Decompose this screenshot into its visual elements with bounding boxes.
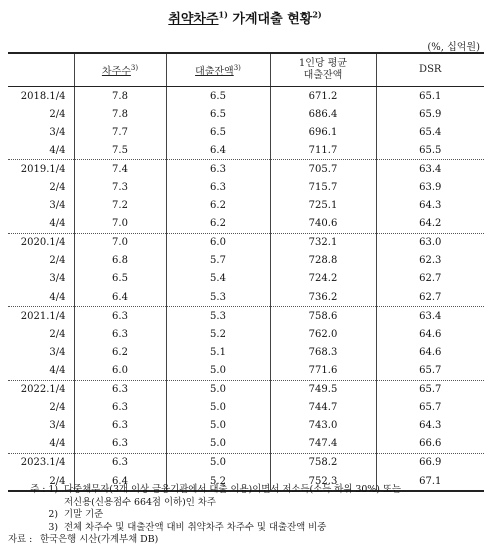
header-avg-loan-line1: 1인당 평균 bbox=[298, 58, 348, 69]
cell-borrowers: 6.3 bbox=[74, 435, 166, 454]
cell-borrowers: 6.3 bbox=[74, 380, 166, 399]
table-row bbox=[8, 399, 484, 417]
note-3-label: 3) bbox=[48, 521, 58, 533]
cell-loans: 5.1 bbox=[166, 343, 270, 361]
table-row bbox=[8, 178, 484, 196]
data-table bbox=[8, 52, 484, 492]
cell-dsr: 64.6 bbox=[376, 325, 484, 343]
note-1-line-1: 다중채무자(3개 이상 금융기관에서 대출 이용)이면서 저소득(소득 하위 30%) 또는 bbox=[64, 484, 401, 495]
cell-borrowers: 7.2 bbox=[74, 197, 166, 215]
title-rest: 가계대출 현황 bbox=[227, 12, 313, 27]
cell-borrowers: 7.5 bbox=[74, 141, 166, 160]
table-row bbox=[8, 288, 484, 307]
table-row bbox=[8, 123, 484, 141]
cell-avg-loan: 728.8 bbox=[270, 252, 376, 270]
cell-loans: 6.0 bbox=[166, 233, 270, 252]
cell-avg-loan: 715.7 bbox=[270, 178, 376, 196]
cell-period: 2/4 bbox=[49, 255, 66, 267]
cell-avg-loan: 744.7 bbox=[270, 399, 376, 417]
cell-borrowers: 6.0 bbox=[74, 361, 166, 380]
table-header-row bbox=[8, 53, 484, 87]
cell-borrowers: 7.0 bbox=[74, 233, 166, 252]
cell-borrowers: 7.3 bbox=[74, 178, 166, 196]
cell-borrowers: 6.3 bbox=[74, 307, 166, 326]
cell-borrowers: 6.5 bbox=[74, 270, 166, 288]
cell-borrowers: 6.8 bbox=[74, 252, 166, 270]
table-row bbox=[8, 435, 484, 454]
cell-loans: 5.7 bbox=[166, 252, 270, 270]
cell-period: 4/4 bbox=[49, 438, 66, 450]
cell-loans: 6.4 bbox=[166, 141, 270, 160]
cell-dsr: 65.5 bbox=[376, 141, 484, 160]
cell-period: 3/4 bbox=[49, 420, 66, 432]
cell-avg-loan: 768.3 bbox=[270, 343, 376, 361]
cell-loans: 6.3 bbox=[166, 160, 270, 179]
cell-period: 3/4 bbox=[49, 346, 66, 358]
cell-loans: 6.3 bbox=[166, 178, 270, 196]
cell-avg-loan: 736.2 bbox=[270, 288, 376, 307]
table-row bbox=[8, 380, 484, 399]
cell-avg-loan: 771.6 bbox=[270, 361, 376, 380]
cell-avg-loan: 752.3 bbox=[270, 472, 376, 491]
cell-borrowers: 6.4 bbox=[74, 288, 166, 307]
note-1-line-2: 저신용(신용점수 664점 이하)인 차주 bbox=[64, 496, 216, 508]
cell-dsr: 63.4 bbox=[376, 160, 484, 179]
cell-period: 3/4 bbox=[49, 126, 66, 138]
notes-label: 주 : 1) bbox=[30, 484, 58, 495]
cell-avg-loan: 711.7 bbox=[270, 141, 376, 160]
note-2: 기말 기준 bbox=[64, 509, 104, 520]
cell-borrowers: 7.8 bbox=[74, 87, 166, 106]
cell-loans: 5.0 bbox=[166, 435, 270, 454]
cell-loans: 6.5 bbox=[166, 105, 270, 123]
table-row bbox=[8, 307, 484, 326]
note-2-label: 2) bbox=[48, 509, 58, 520]
cell-dsr: 67.1 bbox=[376, 472, 484, 491]
cell-avg-loan: 724.2 bbox=[270, 270, 376, 288]
cell-borrowers: 7.4 bbox=[74, 160, 166, 179]
title-footnote-1: 1) bbox=[218, 9, 228, 20]
cell-dsr: 62.3 bbox=[376, 252, 484, 270]
cell-borrowers: 6.3 bbox=[74, 453, 166, 472]
cell-avg-loan: 696.1 bbox=[270, 123, 376, 141]
table-row bbox=[8, 141, 484, 160]
cell-loans: 5.0 bbox=[166, 453, 270, 472]
cell-loans: 5.2 bbox=[166, 325, 270, 343]
header-borrowers-label: 차주수 bbox=[101, 66, 131, 78]
header-loans bbox=[166, 53, 270, 87]
cell-period: 3/4 bbox=[49, 273, 66, 285]
cell-loans: 5.0 bbox=[166, 417, 270, 435]
cell-dsr: 63.0 bbox=[376, 233, 484, 252]
cell-period: 2020.1/4 bbox=[8, 233, 74, 252]
header-borrowers bbox=[74, 53, 166, 87]
cell-dsr: 66.6 bbox=[376, 435, 484, 454]
title-footnote-2: 2) bbox=[312, 9, 322, 20]
cell-loans: 5.0 bbox=[166, 361, 270, 380]
cell-avg-loan: 758.2 bbox=[270, 453, 376, 472]
cell-period: 2022.1/4 bbox=[8, 380, 74, 399]
cell-dsr: 65.7 bbox=[376, 399, 484, 417]
cell-avg-loan: 743.0 bbox=[270, 417, 376, 435]
header-dsr-label: DSR bbox=[419, 64, 442, 75]
table-body bbox=[8, 87, 484, 492]
cell-loans: 5.0 bbox=[166, 399, 270, 417]
cell-loans: 5.0 bbox=[166, 380, 270, 399]
cell-borrowers: 6.3 bbox=[74, 325, 166, 343]
cell-dsr: 64.3 bbox=[376, 197, 484, 215]
cell-loans: 6.2 bbox=[166, 197, 270, 215]
cell-period: 2/4 bbox=[49, 108, 66, 120]
cell-loans: 6.5 bbox=[166, 87, 270, 106]
header-dsr bbox=[376, 53, 484, 87]
cell-avg-loan: 747.4 bbox=[270, 435, 376, 454]
cell-period: 2018.1/4 bbox=[20, 90, 66, 102]
cell-dsr: 65.9 bbox=[376, 105, 484, 123]
header-avg-loan bbox=[270, 53, 376, 87]
cell-borrowers: 6.4 bbox=[74, 472, 166, 491]
table-row bbox=[8, 252, 484, 270]
cell-avg-loan: 686.4 bbox=[270, 105, 376, 123]
cell-dsr: 62.7 bbox=[376, 270, 484, 288]
cell-borrowers: 7.7 bbox=[74, 123, 166, 141]
cell-loans: 6.2 bbox=[166, 215, 270, 234]
table-row bbox=[8, 325, 484, 343]
table-row bbox=[8, 215, 484, 234]
cell-dsr: 64.2 bbox=[376, 215, 484, 234]
cell-loans: 5.4 bbox=[166, 270, 270, 288]
table-row bbox=[8, 270, 484, 288]
header-borrowers-footnote: 3) bbox=[130, 63, 139, 72]
cell-dsr: 65.7 bbox=[376, 361, 484, 380]
cell-borrowers: 7.8 bbox=[74, 105, 166, 123]
cell-period: 2/4 bbox=[49, 328, 66, 340]
cell-dsr: 62.7 bbox=[376, 288, 484, 307]
cell-borrowers: 7.0 bbox=[74, 215, 166, 234]
table-row bbox=[8, 233, 484, 252]
table-row bbox=[8, 197, 484, 215]
cell-dsr: 63.9 bbox=[376, 178, 484, 196]
header-avg-loan-line2: 대출잔액 bbox=[303, 70, 343, 81]
header-loans-label: 대출잔액 bbox=[195, 66, 234, 78]
page-title bbox=[0, 8, 490, 27]
header-period bbox=[8, 53, 74, 87]
footnotes bbox=[8, 484, 484, 547]
cell-period: 4/4 bbox=[49, 291, 66, 303]
table-row bbox=[8, 105, 484, 123]
table-row bbox=[8, 343, 484, 361]
cell-avg-loan: 762.0 bbox=[270, 325, 376, 343]
cell-loans: 5.3 bbox=[166, 307, 270, 326]
cell-borrowers: 6.3 bbox=[74, 417, 166, 435]
cell-period: 3/4 bbox=[49, 200, 66, 212]
unit-label: (%, 십억원) bbox=[427, 42, 480, 53]
source-text: 한국은행 시산(가계부채 DB) bbox=[40, 534, 159, 545]
cell-period: 2/4 bbox=[8, 472, 74, 491]
cell-dsr: 64.3 bbox=[376, 417, 484, 435]
cell-period: 2/4 bbox=[49, 182, 66, 194]
cell-loans: 5.3 bbox=[166, 288, 270, 307]
table-row bbox=[8, 453, 484, 472]
header-loans-footnote: 3) bbox=[233, 63, 241, 72]
cell-period: 2019.1/4 bbox=[8, 160, 74, 179]
cell-avg-loan: 732.1 bbox=[270, 233, 376, 252]
cell-dsr: 64.6 bbox=[376, 343, 484, 361]
cell-period: 4/4 bbox=[49, 144, 66, 156]
cell-dsr: 65.1 bbox=[376, 87, 484, 106]
source-label: 자료 : bbox=[8, 534, 33, 545]
cell-period: 4/4 bbox=[49, 218, 66, 230]
cell-dsr: 63.4 bbox=[376, 307, 484, 326]
cell-period: 2023.1/4 bbox=[8, 453, 74, 472]
cell-period: 2/4 bbox=[49, 402, 66, 414]
cell-avg-loan: 705.7 bbox=[270, 160, 376, 179]
cell-borrowers: 6.2 bbox=[74, 343, 166, 361]
cell-avg-loan: 749.5 bbox=[270, 380, 376, 399]
cell-dsr: 65.7 bbox=[376, 380, 484, 399]
title-main: 취약차주 bbox=[168, 12, 219, 27]
cell-dsr: 65.4 bbox=[376, 123, 484, 141]
cell-dsr: 66.9 bbox=[376, 453, 484, 472]
cell-loans: 5.2 bbox=[166, 472, 270, 491]
table-row bbox=[8, 87, 484, 106]
cell-avg-loan: 740.6 bbox=[270, 215, 376, 234]
cell-avg-loan: 671.2 bbox=[270, 87, 376, 106]
cell-period: 2021.1/4 bbox=[8, 307, 74, 326]
table-row bbox=[8, 417, 484, 435]
cell-borrowers: 6.3 bbox=[74, 399, 166, 417]
table-row bbox=[8, 361, 484, 380]
cell-loans: 6.5 bbox=[166, 123, 270, 141]
table-row bbox=[8, 160, 484, 179]
cell-avg-loan: 725.1 bbox=[270, 197, 376, 215]
note-3: 전체 차주수 및 대출잔액 대비 취약차주 차주수 및 대출잔액 비중 bbox=[64, 521, 327, 533]
cell-period: 4/4 bbox=[49, 364, 66, 376]
cell-avg-loan: 758.6 bbox=[270, 307, 376, 326]
